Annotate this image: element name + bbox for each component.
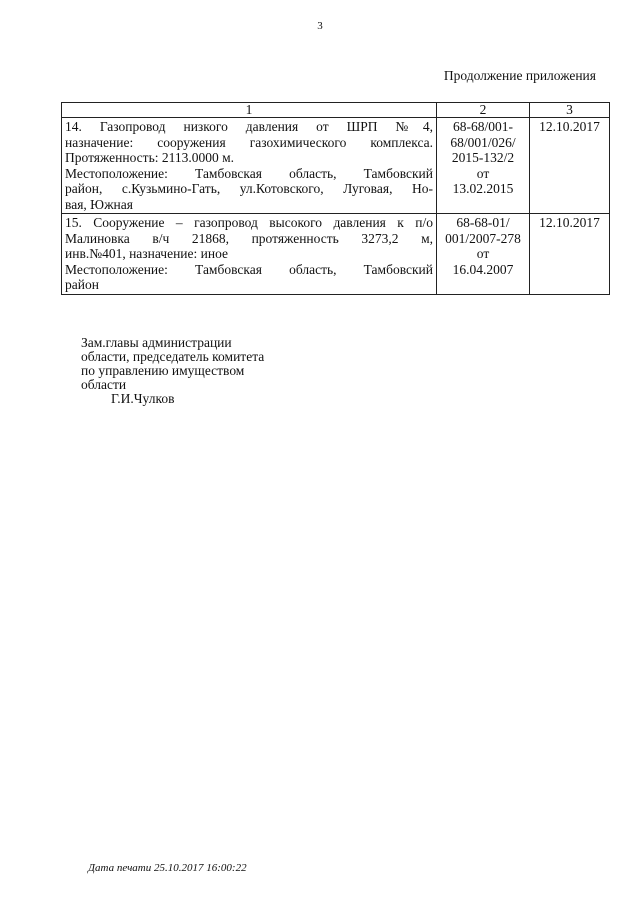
object-description [62,118,437,214]
registration-line: 68-68/001- [453,119,513,134]
description-line: 14. Газопровод низкого давления от ШРП №4, [65,119,433,134]
record-date: 12.10.2017 [530,118,610,214]
description-line: район [65,277,99,292]
column-header-1: 1 [62,103,437,118]
table-header-row [62,103,610,118]
signatory-title-line: области, председатель комитета [81,349,265,364]
description-line: 15. Сооружение – газопровод высокого давления к п/о [65,215,433,230]
object-description [62,214,437,295]
description-line: Протяженность: 2113.0000 м. [65,150,235,165]
signatory-title-line: Зам.главы администрации [81,335,232,350]
description-line: инв.№401, назначение: иное [65,246,229,261]
column-header-3: 3 [530,103,610,118]
description-line: Местоположение: Тамбовская область, Тамбовский [65,261,433,277]
description-line: Местоположение: Тамбовская область, Тамбовский [65,165,433,181]
print-date: Дата печати 25.10.2017 16:00:22 [88,862,247,874]
registration-line: 001/2007-278 [445,230,521,246]
registration-line: 2015-132/2 [451,150,515,165]
signatory-title-label: области [81,377,127,392]
signature-block [81,336,264,406]
table-row [62,118,610,214]
continuation-heading: Продолжение приложения [443,68,596,83]
description-line: район, с.Кузьмино-Гать, ул.Котовского, Луговая, Но- [65,181,433,196]
page-number: 3 [317,20,323,32]
registration-line: от [476,165,490,181]
signatory-title-last-line [81,378,264,406]
description-line: назначение: сооружения газохимического комплекса. [65,134,433,150]
description-line: Малиновка в/ч 21868, протяженность 3273,2 м, [65,230,433,246]
registration-line: от [476,246,490,261]
signatory-title-line: по управлению имуществом [81,363,245,378]
record-date: 12.10.2017 [530,214,610,295]
description-line: вая, Южная [65,196,133,212]
registration-record [437,214,530,295]
registration-line: 13.02.2015 [452,181,514,196]
signatory-name: Г.И.Чулков [111,391,175,406]
registration-line: 68/001/026/ [450,134,516,150]
column-header-2: 2 [437,103,530,118]
registration-line: 68-68-01/ [456,215,510,230]
registration-line: 16.04.2007 [452,261,514,277]
table-row [62,214,610,295]
registration-record [437,118,530,214]
appendix-table [61,102,610,295]
